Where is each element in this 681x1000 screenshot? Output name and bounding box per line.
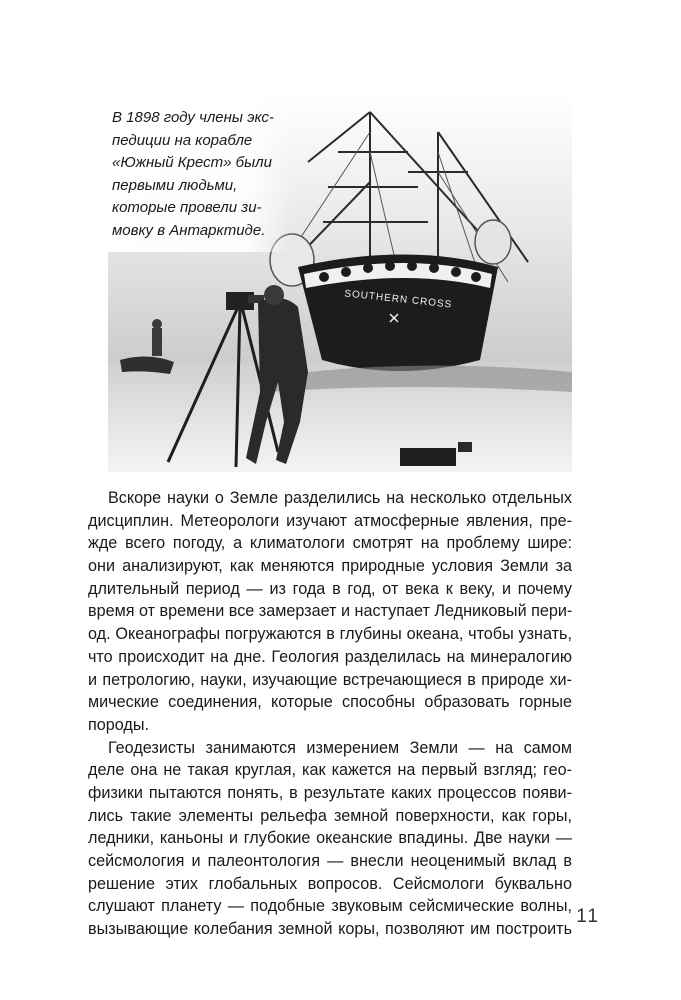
text-line: породы. bbox=[88, 715, 149, 734]
text-line: Вскоре науки о Земле разделились на несколько отдельных bbox=[108, 489, 572, 507]
caption-line: первыми людьми, bbox=[112, 176, 238, 194]
text-line: слушают планету — подобные звуковым сейсмические волны, bbox=[88, 897, 572, 916]
text-line: решение этих глобальных вопросов. Сейсмологи буквально bbox=[88, 874, 572, 893]
body-text bbox=[88, 487, 572, 941]
caption-line: мовку в Антарктиде. bbox=[112, 221, 266, 239]
text-line: вызывающие колебания земной коры, позволяют им построить bbox=[88, 920, 572, 939]
text-line: ледники, каньоны и глубокие океанские впадины. Две науки — bbox=[88, 829, 572, 848]
text-line: лись такие элементы рельефа земной поверхности, как горы, bbox=[88, 806, 572, 825]
text-line: физики пытаются понять, в результате каких процессов появи- bbox=[88, 783, 572, 802]
caption-line: педиции на корабле bbox=[112, 131, 253, 149]
text-line: они анализируют, как меняются природные условия Земли за bbox=[88, 557, 572, 576]
text-line: Геодезисты занимаются измерением Земли — на самом bbox=[108, 738, 572, 757]
text-line: время от времени все замерзает и наступает Ледниковый пери- bbox=[88, 602, 573, 621]
caption-line: В 1898 году члены экс- bbox=[112, 109, 274, 126]
text-line: длительный период — из года в год, от века к веку, и почему bbox=[88, 579, 572, 598]
caption-line: которые провели зи- bbox=[112, 199, 262, 217]
text-line: од. Океанографы погружаются в глубины океана, чтобы узнать, bbox=[88, 625, 572, 644]
text-line: жде всего погоду, а климатологи смотрят на проблему шире: bbox=[88, 534, 572, 553]
text-line: дисциплин. Метеорологи изучают атмосферные явления, пре- bbox=[88, 511, 572, 530]
text-line: мические соединения, которые способны образовать горные bbox=[88, 693, 572, 712]
text-line: и петрологию, науки, изучающие встречающиеся в природе хи- bbox=[88, 670, 572, 689]
caption-line: «Южный Крест» были bbox=[112, 154, 272, 172]
photo-caption bbox=[112, 107, 274, 243]
ship-name-text: SOUTHERN CROSS bbox=[343, 288, 453, 311]
page-number: 11 bbox=[576, 906, 600, 927]
text-line: сейсмология и палеонтология — внесли неоценимый вклад в bbox=[88, 852, 572, 870]
text-line: что происходит на дне. Геология разделилась на минералогию bbox=[88, 647, 572, 666]
text-line: деле она не такая круглая, как кажется на первый взгляд; гео- bbox=[88, 761, 572, 780]
